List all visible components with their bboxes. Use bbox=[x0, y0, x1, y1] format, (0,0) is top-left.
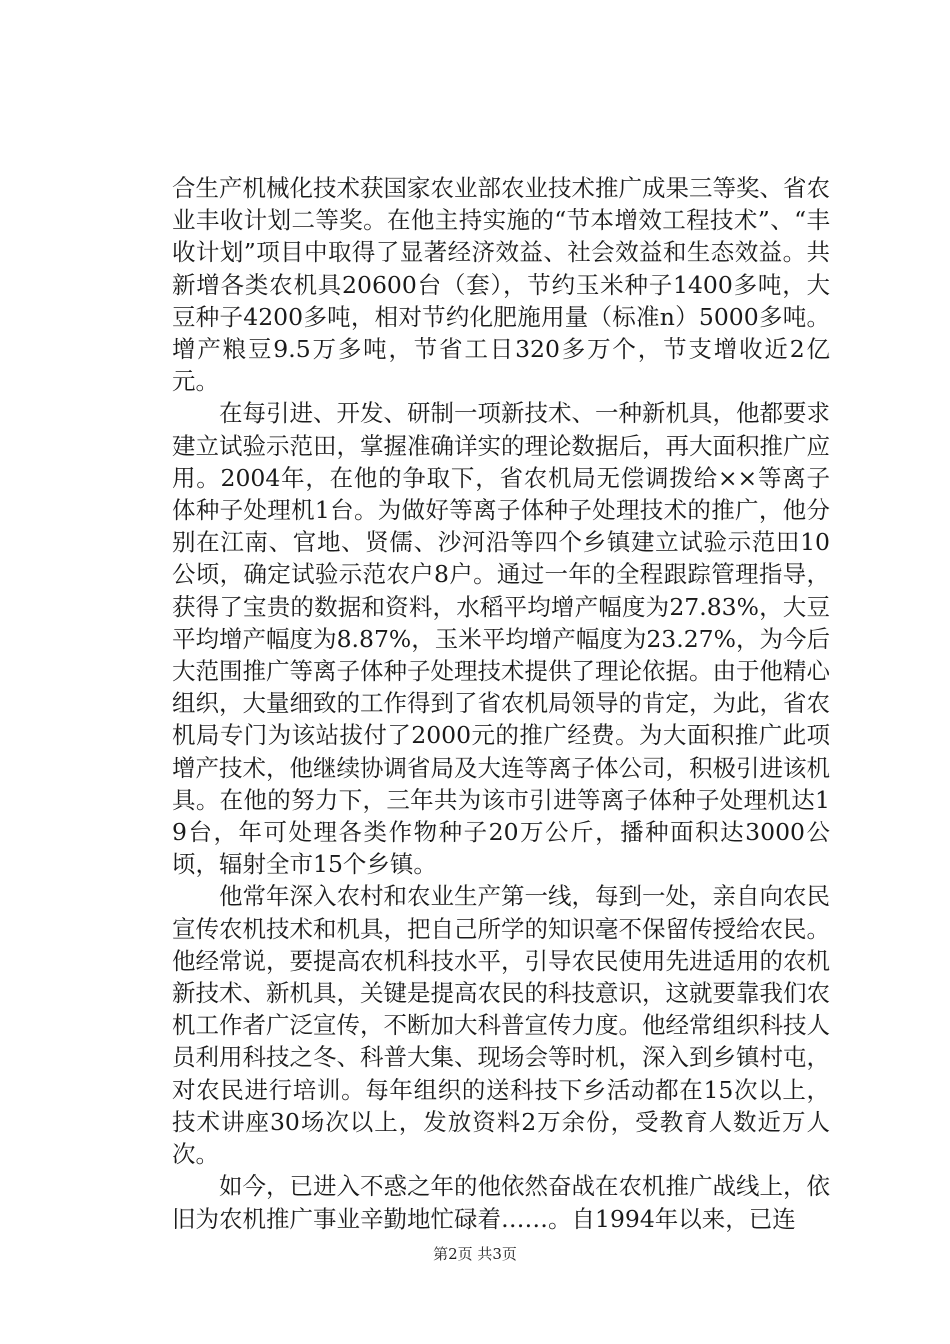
paragraph-closing: 如今，已进入不惑之年的他依然奋战在农机推广战线上，依旧为农机推广事业辛勤地忙碌着……。自1994年以来，已连 bbox=[172, 1172, 830, 1233]
document-body bbox=[172, 172, 830, 1235]
paragraph-continuation: 合生产机械化技术获国家农业部农业技术推广成果三等奖、省农业丰收计划二等奖。在他主持实施的“节本增效工程技术”、“丰收计划”项目中取得了显著经济效益、社会效益和生态效益。共新增各类农机具20600台（套），节约玉米种子1400多吨，大豆种子4200多吨，相对节约化肥施用量（标准n）5000多吨。增产粮豆9.5万多吨，节省工日320多万个，节支增收近2亿元。 bbox=[172, 174, 830, 396]
paragraph-seed-processing: 在每引进、开发、研制一项新技术、一种新机具，他都要求建立试验示范田，掌握准确详实的理论数据后，再大面积推广应用。2004年，在他的争取下，省农机局无偿调拨给××等离子体种子处理机1台。为做好等离子体种子处理技术的推广，他分别在江南、官地、贤儒、沙河沿等四个乡镇建立试验示范田10公顷，确定试验示范农户8户。通过一年的全程跟踪管理指导，获得了宝贵的数据和资料，水稻平均增产幅度为27.83%，大豆平均增产幅度为8.87%，玉米平均增产幅度为23.27%，为今后大范围推广等离子体种子处理技术提供了理论依据。由于他精心组织，大量细致的工作得到了省农机局领导的肯定，为此，省农机局专门为该站拔付了2000元的推广经费。为大面积推广此项增产技术，他继续协调省局及大连等离子体公司，积极引进该机具。在他的努力下，三年共为该市引进等离子体种子处理机达19台，年可处理各类作物种子20万公斤，播种面积达3000公顷，辐射全市15个乡镇。 bbox=[172, 399, 830, 879]
page-footer: 第2页 共3页 bbox=[433, 1245, 517, 1263]
paragraph-farmer-training: 他常年深入农村和农业生产第一线，每到一处，亲自向农民宣传农机技术和机具，把自己所学的知识毫不保留传授给农民。他经常说，要提高农机科技水平，引导农民使用先进适用的农机新技术、新机具，关键是提高农民的科技意识，这就要靠我们农机工作者广泛宣传，不断加大科普宣传力度。他经常组织科技人员利用科技之冬、科普大集、现场会等时机，深入到乡镇村屯，对农民进行培训。每年组织的送科技下乡活动都在15次以上，技术讲座30场次以上，发放资料2万余份，受教育人数近万人次。 bbox=[172, 882, 830, 1169]
